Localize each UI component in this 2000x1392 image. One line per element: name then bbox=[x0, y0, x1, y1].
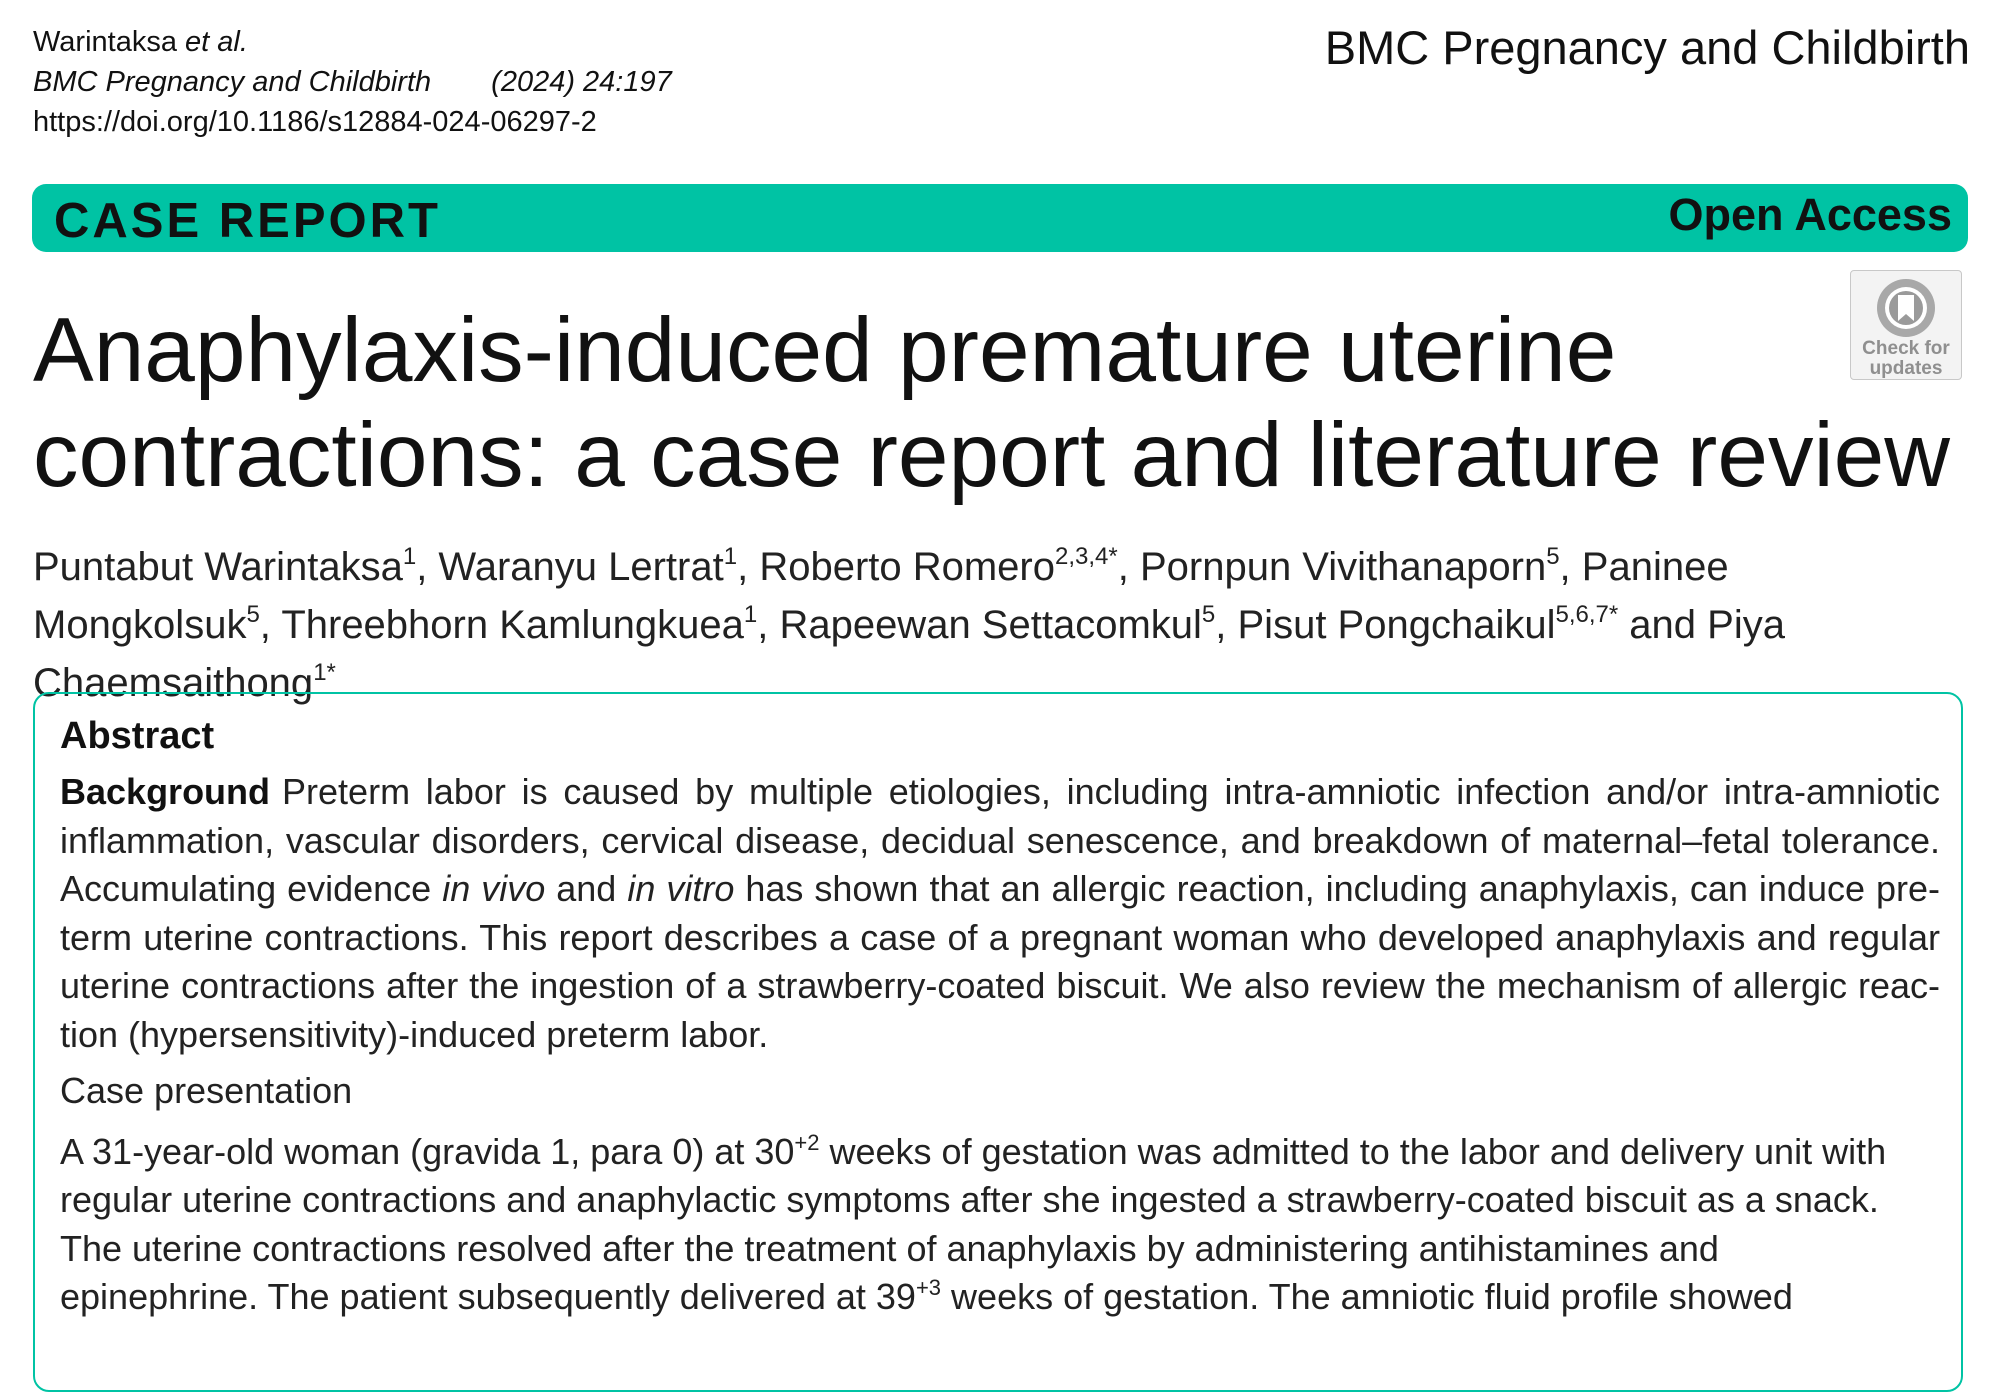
check-for-updates-line1: Check for bbox=[1862, 338, 1950, 359]
author-affiliation: 1 bbox=[743, 601, 758, 628]
citation-block bbox=[33, 22, 672, 142]
in-vivo-text: in vivo bbox=[442, 868, 546, 909]
background-label: Background bbox=[60, 771, 271, 812]
background-text-2: has shown that an allergic reaction, including anaphylaxis, can induce pre-term uterine contractions. This report describes a case of a pregnant woman who developed anaphylaxis and regular uterine contractions after the ingestion of a strawberry-coated biscuit. We also review the mechanism of allergic reac-tion (hypersensitivity)-induced preterm labor. bbox=[60, 868, 1941, 1055]
author-affiliation: 5 bbox=[246, 601, 260, 628]
author-name: Pornpun Vivithanaporn bbox=[1139, 545, 1547, 589]
author-separator: , bbox=[416, 545, 439, 589]
case-presentation-text bbox=[60, 1128, 1900, 1322]
author-separator: , bbox=[1117, 545, 1140, 589]
case-text-2: weeks of gestation was admitted to the labor and delivery unit with regular uterine contractions and anaphylactic symptoms after she ingested a strawberry-coated biscuit as a snack. The uterine contractions resolved after the treatment of anaphylaxis by administering antihistamines and epinephrine. The patient subsequently delivered at 39 bbox=[60, 1130, 1887, 1317]
citation-journal: BMC Pregnancy and Childbirth bbox=[33, 66, 432, 98]
citation-doi[interactable]: https://doi.org/10.1186/s12884-024-06297-2 bbox=[33, 106, 597, 138]
article-type-banner bbox=[32, 184, 1968, 252]
author-affiliation: 1 bbox=[723, 543, 738, 570]
abstract-content bbox=[60, 710, 1940, 1322]
author-separator: , bbox=[1215, 603, 1238, 647]
author-name: Roberto Romero bbox=[759, 545, 1055, 589]
author-separator: and bbox=[1618, 603, 1708, 647]
author-separator: , bbox=[737, 545, 760, 589]
open-access-label: Open Access bbox=[1668, 189, 1952, 240]
abstract-background bbox=[60, 768, 1940, 1059]
author-affiliation: 2,3,4* bbox=[1055, 543, 1118, 570]
citation-authors bbox=[33, 22, 672, 62]
author-name: Paninee Mongkolsuk bbox=[33, 545, 1729, 647]
citation-et-al: et al. bbox=[185, 26, 248, 58]
citation-author-name: Warintaksa bbox=[33, 26, 177, 58]
author-name: Puntabut Warintaksa bbox=[33, 545, 403, 589]
article-title: Anaphylaxis-induced premature uterine contractions: a case report and literature review bbox=[33, 300, 1950, 506]
author-name: Waranyu Lertrat bbox=[438, 545, 724, 589]
abstract-heading: Abstract bbox=[60, 715, 215, 757]
author-affiliation: 5 bbox=[1546, 543, 1560, 570]
case-superscript-1: +2 bbox=[794, 1129, 820, 1155]
check-for-updates-line2: updates bbox=[1869, 358, 1943, 379]
author-list bbox=[33, 538, 1973, 712]
article-type-label: CASE REPORT bbox=[54, 194, 441, 248]
author-name: Pisut Pongchaikul bbox=[1237, 603, 1556, 647]
author-affiliation: 5,6,7* bbox=[1555, 601, 1619, 628]
citation-year-volume: (2024) 24:197 bbox=[491, 66, 672, 98]
and-text: and bbox=[545, 868, 628, 909]
case-superscript-2: +3 bbox=[915, 1275, 942, 1300]
journal-name: BMC Pregnancy and Childbirth bbox=[1324, 21, 1970, 74]
author-name: Piya Chaemsaithong bbox=[33, 603, 1785, 705]
author-separator: , bbox=[1559, 545, 1582, 589]
background-text-1: Preterm labor is caused by multiple etiologies, including intra-amniotic infection and/or intra-amniotic inflammation, vascular disorders, cervical disease, decidual senescence, and breakdown of maternal–fetal tolerance. Accumulating evidence bbox=[60, 771, 1940, 909]
author-separator: , bbox=[259, 603, 282, 647]
in-vitro-text: in vitro bbox=[627, 868, 735, 909]
author-affiliation: 5 bbox=[1201, 601, 1216, 628]
author-name: Rapeewan Settacomkul bbox=[779, 603, 1202, 647]
author-name: Threebhorn Kamlungkuea bbox=[281, 603, 744, 647]
case-presentation-heading: Case presentation bbox=[60, 1070, 353, 1111]
author-affiliation: 1* bbox=[313, 659, 336, 686]
case-text-3: weeks of gestation. The amniotic fluid profile showed bbox=[941, 1276, 1793, 1317]
citation-journal-row bbox=[33, 62, 672, 102]
author-separator: , bbox=[757, 603, 780, 647]
case-text-1: A 31-year-old woman (gravida 1, para 0) at 30 bbox=[60, 1130, 795, 1172]
author-affiliation: 1 bbox=[402, 543, 417, 570]
